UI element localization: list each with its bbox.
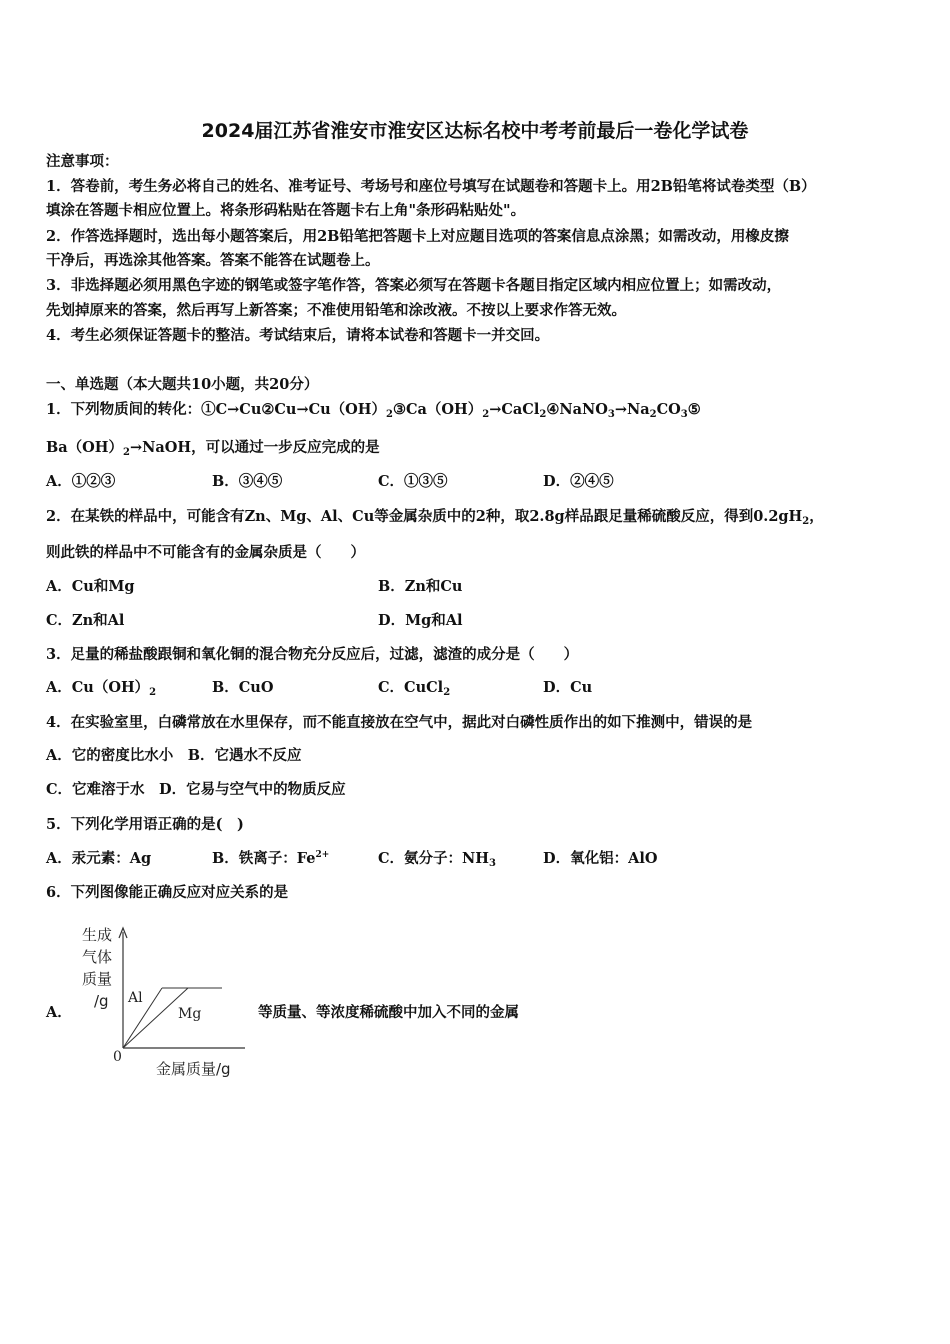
q1-option-d: D．②④⑤ <box>543 473 614 490</box>
notice-line: 先划掉原来的答案，然后再写上新答案；不准使用铅笔和涂改液。不按以上要求作答无效。 <box>46 302 626 319</box>
notice-heading: 注意事项： <box>46 153 119 170</box>
graph-ylabel: 生成 <box>82 926 113 944</box>
q2-option-d: D．Mg和Al <box>378 612 463 629</box>
q5-option-a: A．汞元素：Ag <box>46 850 152 867</box>
q2-stem: 2．在某铁的样品中，可能含有Zn、Mg、Al、Cu等金属杂质中的2种，取2.8g样品跟足量稀硫酸反应，得到$0.2gH_2$， <box>46 508 824 527</box>
q4-stem: 4．在实验室里，白磷常放在水里保存，而不能直接放在空气中，据此对白磷性质作出的如下推测中，错误的是 <box>46 714 753 731</box>
notice-line: 干净后，再选涂其他答案。答案不能答在试题卷上。 <box>46 252 380 269</box>
page-title: 2024届江苏省淮安市淮安区达标名校中考考前最后一卷化学试卷 <box>201 120 749 142</box>
q3-option-a: A．$Cu(OH)_2$ <box>46 679 157 698</box>
graph-ylabel: 质量 <box>82 970 113 988</box>
q1-option-a: A．①②③ <box>46 473 116 490</box>
q5-option-c: C．氨分子：$NH_3$ <box>378 850 496 869</box>
q4-options-row2: C．它难溶于水 D．它易与空气中的物质反应 <box>46 781 346 798</box>
q1-option-b: B．③④⑤ <box>212 473 283 490</box>
q6-option-a-desc: 等质量、等浓度稀硫酸中加入不同的金属 <box>258 1004 519 1021</box>
q2-stem-cont: 则此铁的样品中不可能含有的金属杂质是（ ） <box>46 544 365 561</box>
graph-ylabel: /g <box>94 992 109 1010</box>
notice-line: 2．作答选择题时，选出每小题答案后，用2B铅笔把答题卡上对应题目选项的答案信息点涂黑；如需改动，用橡皮擦 <box>46 228 789 245</box>
notice-line: 填涂在答题卡相应位置上。将条形码粘贴在答题卡右上角"条形码粘贴处"。 <box>46 202 526 219</box>
q1-option-c: C．①③⑤ <box>378 473 448 490</box>
q2-option-a: A．Cu和Mg <box>46 578 135 595</box>
notice-line: 1．答卷前，考生务必将自己的姓名、准考证号、考场号和座位号填写在试题卷和答题卡上。用2B铅笔将试卷类型（B） <box>46 178 816 195</box>
origin-label: 0 <box>113 1049 122 1065</box>
mg-label: Mg <box>178 1006 202 1022</box>
q5-option-d: D．氧化铝：AlO <box>543 850 658 867</box>
q3-stem: 3．足量的稀盐酸跟铜和氧化铜的混合物充分反应后，过滤，滤渣的成分是（ ） <box>46 646 579 663</box>
q1-stem-cont: $Ba(OH)_2\to NaOH$，可以通过一步反应完成的是 <box>46 439 380 458</box>
q3-option-c: C．CuCl$_2$ <box>378 679 451 698</box>
q3-option-d: D．Cu <box>543 679 593 696</box>
q6-stem: 6．下列图像能正确反应对应关系的是 <box>46 884 289 901</box>
q5-stem: 5．下列化学用语正确的是( ) <box>46 816 244 833</box>
q6-option-a-label: A． <box>46 1004 72 1021</box>
notice-line: 4．考生必须保证答题卡的整洁。考试结束后，请将本试卷和答题卡一并交回。 <box>46 327 550 344</box>
q3-option-b: B．CuO <box>212 679 274 696</box>
al-label: Al <box>128 990 143 1006</box>
notice-line: 3．非选择题必须用黑色字迹的钢笔或签字笔作答，答案必须写在答题卡各题目指定区域内相应位置上；如需改动， <box>46 277 782 294</box>
q4-options-row1: A．它的密度比水小 B．它遇水不反应 <box>46 747 302 764</box>
q1-stem: 1．下列物质间的转化：$①C\to Cu②Cu\to Cu(OH)_2③Ca(OH)_2\to CaCl_2④NaNO_3\to Na_2CO_3⑤$ <box>46 401 701 420</box>
section-heading: 一、单选题（本大题共10小题，共20分） <box>46 376 319 393</box>
q6-graph <box>70 920 260 1080</box>
graph-ylabel: 气体 <box>82 948 113 966</box>
q5-option-b: B．铁离子：$Fe^{2+}$ <box>212 850 330 867</box>
q2-option-b: B．Zn和Cu <box>378 578 463 595</box>
q2-option-c: C．Zn和Al <box>46 612 125 629</box>
graph-xlabel: 金属质量/g <box>156 1060 231 1078</box>
